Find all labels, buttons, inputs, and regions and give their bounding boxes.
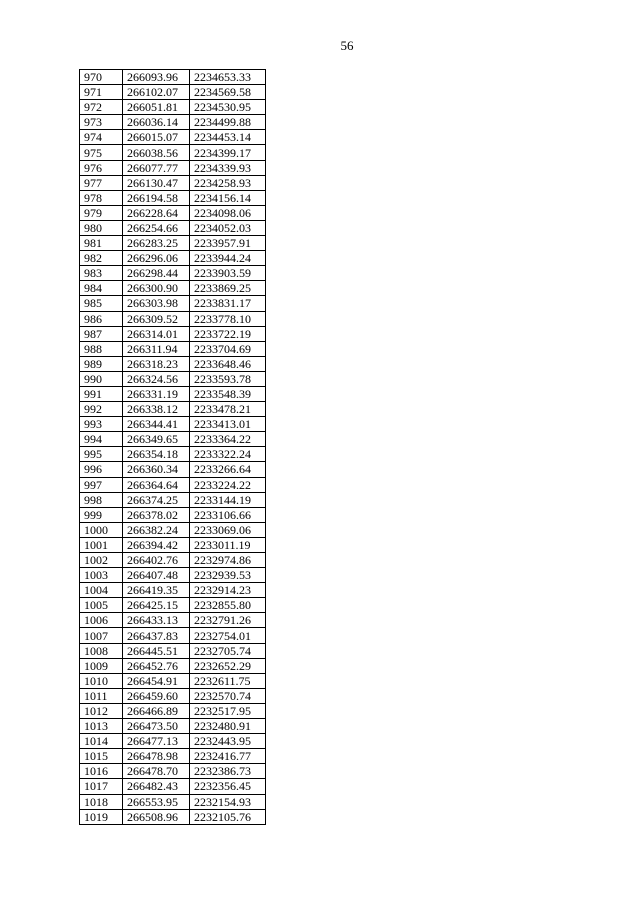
point-number-cell: 983	[80, 266, 123, 281]
table-row	[80, 719, 266, 734]
y-coordinate-cell: 2233593.78	[190, 371, 266, 386]
table-row	[80, 492, 266, 507]
table-row	[80, 507, 266, 522]
point-number-cell: 1010	[80, 673, 123, 688]
point-number-cell: 1001	[80, 537, 123, 552]
y-coordinate-cell: 2232517.95	[190, 703, 266, 718]
point-number-cell: 995	[80, 447, 123, 462]
x-coordinate-cell: 266433.13	[123, 613, 190, 628]
point-number-cell: 970	[80, 70, 123, 85]
table-row	[80, 568, 266, 583]
table-row	[80, 432, 266, 447]
coordinates-table	[79, 69, 266, 825]
y-coordinate-cell: 2232914.23	[190, 583, 266, 598]
x-coordinate-cell: 266102.07	[123, 85, 190, 100]
x-coordinate-cell: 266338.12	[123, 402, 190, 417]
point-number-cell: 976	[80, 160, 123, 175]
x-coordinate-cell: 266300.90	[123, 281, 190, 296]
x-coordinate-cell: 266437.83	[123, 628, 190, 643]
y-coordinate-cell: 2233944.24	[190, 251, 266, 266]
y-coordinate-cell: 2232611.75	[190, 673, 266, 688]
point-number-cell: 1019	[80, 809, 123, 824]
x-coordinate-cell: 266311.94	[123, 341, 190, 356]
table-row	[80, 356, 266, 371]
table-row	[80, 85, 266, 100]
y-coordinate-cell: 2232939.53	[190, 568, 266, 583]
table-row	[80, 205, 266, 220]
y-coordinate-cell: 2232154.93	[190, 794, 266, 809]
y-coordinate-cell: 2233106.66	[190, 507, 266, 522]
x-coordinate-cell: 266331.19	[123, 386, 190, 401]
point-number-cell: 996	[80, 462, 123, 477]
point-number-cell: 971	[80, 85, 123, 100]
point-number-cell: 988	[80, 341, 123, 356]
table-row	[80, 402, 266, 417]
table-row	[80, 70, 266, 85]
point-number-cell: 992	[80, 402, 123, 417]
y-coordinate-cell: 2234569.58	[190, 85, 266, 100]
table-row	[80, 130, 266, 145]
y-coordinate-cell: 2234399.17	[190, 145, 266, 160]
point-number-cell: 987	[80, 326, 123, 341]
x-coordinate-cell: 266452.76	[123, 658, 190, 673]
y-coordinate-cell: 2234156.14	[190, 190, 266, 205]
y-coordinate-cell: 2233957.91	[190, 236, 266, 251]
table-row	[80, 462, 266, 477]
point-number-cell: 998	[80, 492, 123, 507]
table-row	[80, 447, 266, 462]
point-number-cell: 1006	[80, 613, 123, 628]
table-row	[80, 658, 266, 673]
point-number-cell: 985	[80, 296, 123, 311]
y-coordinate-cell: 2233903.59	[190, 266, 266, 281]
table-row	[80, 281, 266, 296]
x-coordinate-cell: 266445.51	[123, 643, 190, 658]
page-number: 56	[340, 38, 354, 53]
point-number-cell: 1009	[80, 658, 123, 673]
point-number-cell: 1000	[80, 522, 123, 537]
y-coordinate-cell: 2234052.03	[190, 220, 266, 235]
table-row	[80, 190, 266, 205]
point-number-cell: 1004	[80, 583, 123, 598]
x-coordinate-cell: 266130.47	[123, 175, 190, 190]
point-number-cell: 978	[80, 190, 123, 205]
table-row	[80, 251, 266, 266]
table-row	[80, 749, 266, 764]
x-coordinate-cell: 266382.24	[123, 522, 190, 537]
y-coordinate-cell: 2234653.33	[190, 70, 266, 85]
x-coordinate-cell: 266459.60	[123, 688, 190, 703]
point-number-cell: 984	[80, 281, 123, 296]
table-row	[80, 417, 266, 432]
table-row	[80, 794, 266, 809]
x-coordinate-cell: 266298.44	[123, 266, 190, 281]
point-number-cell: 993	[80, 417, 123, 432]
table-row	[80, 553, 266, 568]
y-coordinate-cell: 2232416.77	[190, 749, 266, 764]
x-coordinate-cell: 266378.02	[123, 507, 190, 522]
table-row	[80, 688, 266, 703]
point-number-cell: 986	[80, 311, 123, 326]
table-row	[80, 703, 266, 718]
table-row	[80, 643, 266, 658]
point-number-cell: 1017	[80, 779, 123, 794]
y-coordinate-cell: 2232386.73	[190, 764, 266, 779]
table-row	[80, 598, 266, 613]
table-row	[80, 266, 266, 281]
point-number-cell: 974	[80, 130, 123, 145]
y-coordinate-cell: 2234530.95	[190, 100, 266, 115]
point-number-cell: 981	[80, 236, 123, 251]
x-coordinate-cell: 266314.01	[123, 326, 190, 341]
y-coordinate-cell: 2232652.29	[190, 658, 266, 673]
table-row	[80, 311, 266, 326]
x-coordinate-cell: 266296.06	[123, 251, 190, 266]
x-coordinate-cell: 266318.23	[123, 356, 190, 371]
y-coordinate-cell: 2233322.24	[190, 447, 266, 462]
y-coordinate-cell: 2232754.01	[190, 628, 266, 643]
y-coordinate-cell: 2234453.14	[190, 130, 266, 145]
table-row	[80, 145, 266, 160]
point-number-cell: 1016	[80, 764, 123, 779]
table-row	[80, 779, 266, 794]
point-number-cell: 1007	[80, 628, 123, 643]
y-coordinate-cell: 2232791.26	[190, 613, 266, 628]
x-coordinate-cell: 266254.66	[123, 220, 190, 235]
x-coordinate-cell: 266394.42	[123, 537, 190, 552]
point-number-cell: 994	[80, 432, 123, 447]
point-number-cell: 1008	[80, 643, 123, 658]
x-coordinate-cell: 266051.81	[123, 100, 190, 115]
table-row	[80, 764, 266, 779]
y-coordinate-cell: 2234499.88	[190, 115, 266, 130]
table-row	[80, 628, 266, 643]
x-coordinate-cell: 266015.07	[123, 130, 190, 145]
point-number-cell: 973	[80, 115, 123, 130]
table-row	[80, 522, 266, 537]
y-coordinate-cell: 2233011.19	[190, 537, 266, 552]
point-number-cell: 977	[80, 175, 123, 190]
point-number-cell: 980	[80, 220, 123, 235]
x-coordinate-cell: 266419.35	[123, 583, 190, 598]
y-coordinate-cell: 2234339.93	[190, 160, 266, 175]
y-coordinate-cell: 2234098.06	[190, 205, 266, 220]
table-row	[80, 613, 266, 628]
x-coordinate-cell: 266482.43	[123, 779, 190, 794]
x-coordinate-cell: 266364.64	[123, 477, 190, 492]
y-coordinate-cell: 2233364.22	[190, 432, 266, 447]
x-coordinate-cell: 266324.56	[123, 371, 190, 386]
table-row	[80, 673, 266, 688]
x-coordinate-cell: 266194.58	[123, 190, 190, 205]
point-number-cell: 975	[80, 145, 123, 160]
x-coordinate-cell: 266228.64	[123, 205, 190, 220]
table-row	[80, 115, 266, 130]
x-coordinate-cell: 266425.15	[123, 598, 190, 613]
y-coordinate-cell: 2233413.01	[190, 417, 266, 432]
point-number-cell: 979	[80, 205, 123, 220]
point-number-cell: 999	[80, 507, 123, 522]
table-row	[80, 386, 266, 401]
x-coordinate-cell: 266036.14	[123, 115, 190, 130]
y-coordinate-cell: 2234258.93	[190, 175, 266, 190]
point-number-cell: 972	[80, 100, 123, 115]
table-row	[80, 734, 266, 749]
x-coordinate-cell: 266354.18	[123, 447, 190, 462]
table-row	[80, 537, 266, 552]
y-coordinate-cell: 2233266.64	[190, 462, 266, 477]
table-row	[80, 477, 266, 492]
point-number-cell: 1003	[80, 568, 123, 583]
y-coordinate-cell: 2233069.06	[190, 522, 266, 537]
y-coordinate-cell: 2233224.22	[190, 477, 266, 492]
point-number-cell: 1012	[80, 703, 123, 718]
table-row	[80, 220, 266, 235]
y-coordinate-cell: 2233722.19	[190, 326, 266, 341]
point-number-cell: 1018	[80, 794, 123, 809]
x-coordinate-cell: 266407.48	[123, 568, 190, 583]
point-number-cell: 1015	[80, 749, 123, 764]
table-row	[80, 100, 266, 115]
x-coordinate-cell: 266402.76	[123, 553, 190, 568]
x-coordinate-cell: 266553.95	[123, 794, 190, 809]
x-coordinate-cell: 266303.98	[123, 296, 190, 311]
y-coordinate-cell: 2233778.10	[190, 311, 266, 326]
x-coordinate-cell: 266093.96	[123, 70, 190, 85]
table-row	[80, 371, 266, 386]
x-coordinate-cell: 266038.56	[123, 145, 190, 160]
point-number-cell: 997	[80, 477, 123, 492]
y-coordinate-cell: 2232105.76	[190, 809, 266, 824]
point-number-cell: 1014	[80, 734, 123, 749]
point-number-cell: 1002	[80, 553, 123, 568]
x-coordinate-cell: 266309.52	[123, 311, 190, 326]
x-coordinate-cell: 266477.13	[123, 734, 190, 749]
y-coordinate-cell: 2233548.39	[190, 386, 266, 401]
point-number-cell: 989	[80, 356, 123, 371]
y-coordinate-cell: 2233704.69	[190, 341, 266, 356]
x-coordinate-cell: 266466.89	[123, 703, 190, 718]
x-coordinate-cell: 266478.70	[123, 764, 190, 779]
y-coordinate-cell: 2232356.45	[190, 779, 266, 794]
y-coordinate-cell: 2232443.95	[190, 734, 266, 749]
x-coordinate-cell: 266374.25	[123, 492, 190, 507]
x-coordinate-cell: 266473.50	[123, 719, 190, 734]
y-coordinate-cell: 2232570.74	[190, 688, 266, 703]
x-coordinate-cell: 266478.98	[123, 749, 190, 764]
point-number-cell: 1005	[80, 598, 123, 613]
x-coordinate-cell: 266344.41	[123, 417, 190, 432]
table-row	[80, 583, 266, 598]
table-row	[80, 809, 266, 824]
coordinates-table-body	[80, 70, 266, 825]
x-coordinate-cell: 266077.77	[123, 160, 190, 175]
y-coordinate-cell: 2233478.21	[190, 402, 266, 417]
x-coordinate-cell: 266360.34	[123, 462, 190, 477]
point-number-cell: 990	[80, 371, 123, 386]
y-coordinate-cell: 2232974.86	[190, 553, 266, 568]
x-coordinate-cell: 266283.25	[123, 236, 190, 251]
x-coordinate-cell: 266508.96	[123, 809, 190, 824]
point-number-cell: 1013	[80, 719, 123, 734]
y-coordinate-cell: 2233831.17	[190, 296, 266, 311]
table-row	[80, 160, 266, 175]
point-number-cell: 1011	[80, 688, 123, 703]
point-number-cell: 982	[80, 251, 123, 266]
table-row	[80, 296, 266, 311]
table-row	[80, 175, 266, 190]
x-coordinate-cell: 266349.65	[123, 432, 190, 447]
table-row	[80, 341, 266, 356]
y-coordinate-cell: 2232855.80	[190, 598, 266, 613]
y-coordinate-cell: 2233869.25	[190, 281, 266, 296]
y-coordinate-cell: 2233648.46	[190, 356, 266, 371]
x-coordinate-cell: 266454.91	[123, 673, 190, 688]
point-number-cell: 991	[80, 386, 123, 401]
y-coordinate-cell: 2233144.19	[190, 492, 266, 507]
y-coordinate-cell: 2232480.91	[190, 719, 266, 734]
table-row	[80, 326, 266, 341]
y-coordinate-cell: 2232705.74	[190, 643, 266, 658]
table-row	[80, 236, 266, 251]
